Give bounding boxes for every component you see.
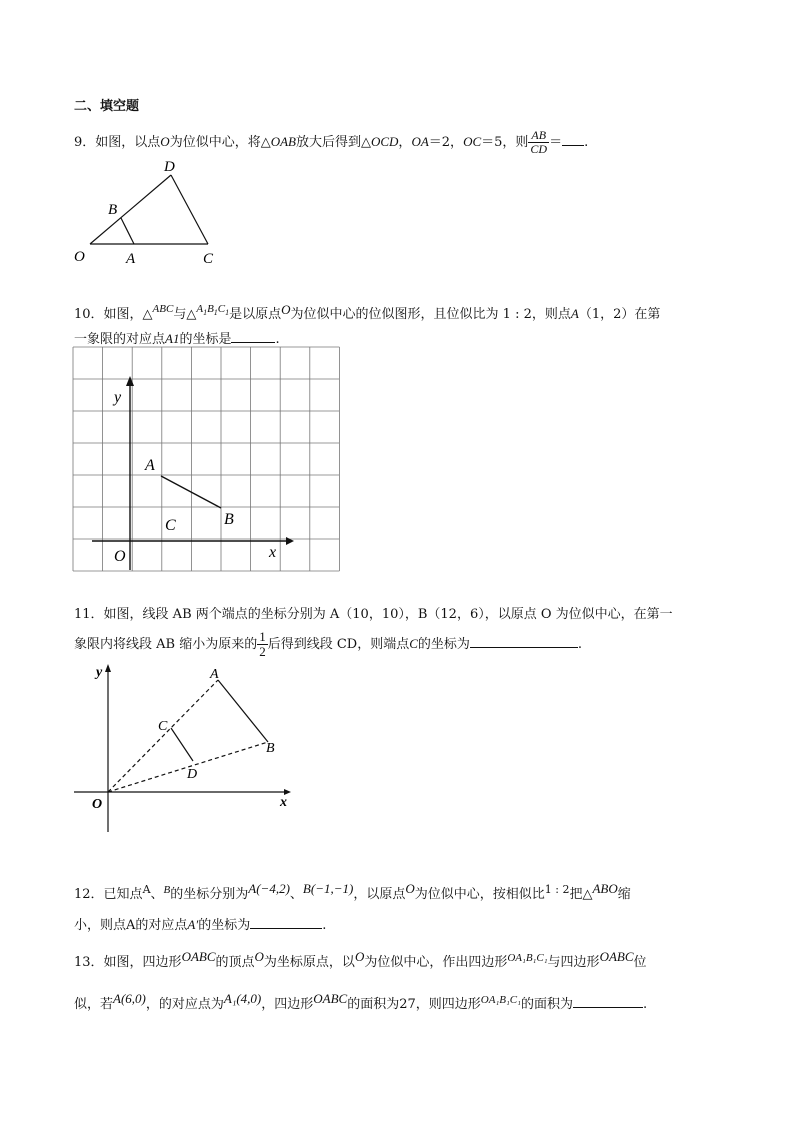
q11-seg-AB <box>218 680 268 742</box>
q12-line1 <box>74 880 631 904</box>
q9-text <box>74 129 588 156</box>
q10-answer-blank[interactable] <box>231 329 275 343</box>
q9-t7: ＝ <box>549 135 563 150</box>
q13-t2: 的顶点 <box>215 955 255 970</box>
q9-end: . <box>584 135 589 150</box>
q9-frac-den: CD <box>530 142 548 156</box>
q13-line1 <box>74 948 647 972</box>
q10-label-B: B <box>224 511 234 528</box>
q10-label-x: x <box>269 544 277 561</box>
q12-A-coord: A(−4,2) <box>248 881 290 896</box>
q13-OA1B1C1: OA₁B₁C₁ <box>507 952 548 964</box>
q13-answer-blank[interactable] <box>573 994 643 1008</box>
q9-OAB: OAB <box>270 134 296 149</box>
q12-A-prime: A′ <box>187 917 199 932</box>
q10-sub-a: 1 <box>203 308 208 318</box>
q11-C: C <box>409 636 418 651</box>
q13-end: . <box>643 997 648 1012</box>
q13-O: O <box>254 949 264 964</box>
q12-t6: 为位似中心，按相似比 <box>414 887 545 902</box>
q12-t2: 、 <box>150 887 164 902</box>
q9-OCD: OCD <box>370 134 399 149</box>
q10-C1-letter: C <box>217 303 226 315</box>
q13-A60: A(6,0) <box>113 991 146 1006</box>
q12-line2b: 的对应点 <box>135 918 188 933</box>
q11-label-x: x <box>280 795 287 810</box>
q11-answer-blank[interactable] <box>470 634 578 648</box>
q9-label-B: B <box>108 202 118 218</box>
q12-number: 12． <box>74 887 104 902</box>
q9-fraction <box>528 129 549 156</box>
q11-line1 <box>74 606 673 624</box>
q10-line1 <box>74 300 660 324</box>
q10-A1-letter: A <box>196 303 204 315</box>
q13-OA1B1C1-2: OA₁B₁C₁ <box>480 994 521 1006</box>
q10-t2: 与△ <box>173 307 197 322</box>
q10-t1: 如图，△ <box>103 307 153 322</box>
q12-B: B <box>163 884 171 896</box>
q10-A1B1C1 <box>196 303 230 318</box>
q10-t5: （1，2）在第 <box>578 307 661 322</box>
q11-line2a: 象限内将线段 AB 缩小为原来的 <box>74 637 258 652</box>
q9-label-C: C <box>203 251 214 267</box>
q9-seg-DC <box>171 175 208 244</box>
q12-end: . <box>322 918 327 933</box>
q10-x-arrow <box>286 537 294 545</box>
q11-label-C: C <box>158 719 168 734</box>
q13-line2b: ，的对应点为 <box>145 997 224 1012</box>
q11-line2b: 后得到线段 CD，则端点 <box>267 637 410 652</box>
q12-answer-blank[interactable] <box>250 915 322 929</box>
q13-line2 <box>74 990 647 1014</box>
q13-OABC3: OABC <box>313 991 348 1006</box>
q12-O: O <box>405 881 415 896</box>
q12-t3: 的坐标分别为 <box>170 887 249 902</box>
q10-ABC: ABC <box>152 303 174 315</box>
q11-label-D: D <box>187 767 198 782</box>
q11-fraction <box>257 630 268 659</box>
q9-label-A: A <box>126 251 136 267</box>
q9-t4: ， <box>398 135 412 150</box>
q10-A1: A1 <box>165 331 180 346</box>
q11-seg-CD <box>171 728 193 761</box>
q9-seg-BA <box>121 218 134 244</box>
q9-t3: 放大后得到△ <box>295 135 371 150</box>
q9-label-O: O <box>74 249 85 265</box>
q10-A: A <box>570 306 579 321</box>
q12-t4: 、 <box>289 887 303 902</box>
q9-frac-num: AB <box>528 129 549 143</box>
q11-figure <box>66 658 300 838</box>
q11-label-y: y <box>96 665 103 680</box>
q12-line2a: 小，则点 <box>74 918 127 933</box>
q12-t8: 缩 <box>617 887 631 902</box>
q10-sub-c: 1 <box>225 308 230 318</box>
q10-B1-letter: B <box>207 303 214 315</box>
q11-end: . <box>577 637 583 652</box>
q13-O2: O <box>354 949 365 964</box>
q9-t1: 如图，以点 <box>95 135 161 150</box>
q10-grid-figure <box>72 346 342 574</box>
q10-label-y: y <box>114 389 122 406</box>
q9-O: O <box>160 134 170 149</box>
q11-label-A: A <box>210 667 219 682</box>
q10-label-C: C <box>165 517 176 534</box>
q13-t1: 如图，四边形 <box>103 955 182 970</box>
q10-t4: 为位似中心的位似图形，且位似比为 1 : 2，则点 <box>290 307 571 322</box>
q10-grid-lines <box>73 347 339 571</box>
q9-t5: ＝2， <box>428 135 464 150</box>
q13-OABC2: OABC <box>599 949 634 964</box>
q13-OABC: OABC <box>181 949 216 964</box>
q12-line2c: 的坐标为 <box>198 918 251 933</box>
q9-figure <box>68 155 228 270</box>
q13-t6: 位 <box>633 955 647 970</box>
q13-t4: 为位似中心，作出四边形 <box>364 955 508 970</box>
q11-line2 <box>74 630 582 659</box>
q11-frac-num: 1 <box>259 629 266 644</box>
q12-A2: A <box>126 918 136 933</box>
q10-line2a: 一象限的对应点 <box>74 332 166 347</box>
q13-line2a: 似，若 <box>74 997 114 1012</box>
q9-t6: ＝5，则 <box>481 135 529 150</box>
q12-t1: 已知点 <box>103 887 143 902</box>
q11-line2c: 的坐标为 <box>417 637 470 652</box>
q9-seg-OD <box>90 175 171 244</box>
q11-frac-den: 2 <box>259 644 266 659</box>
q13-line2e: 的面积为 <box>520 997 573 1012</box>
q12-B-coord: B(−1,−1) <box>302 881 354 896</box>
q11-label-O: O <box>92 797 103 812</box>
q11-number: 11． <box>74 607 104 622</box>
q10-label-A: A <box>145 457 155 474</box>
q13-t3: 为坐标原点，以 <box>263 955 355 970</box>
q10-end: . <box>275 332 280 347</box>
q11-line1-text: 如图，线段 AB 两个端点的坐标分别为 A（10，10），B（12，6），以原点 O 为位似中心，在第一 <box>103 607 673 622</box>
q13-A140: A₁(4,0) <box>223 991 262 1006</box>
q12-A: A <box>142 883 151 896</box>
q12-line2 <box>74 915 326 935</box>
q12-ratio: 1 : 2 <box>544 883 570 896</box>
q9-OA: OA <box>411 134 429 149</box>
q12-ABO: ABO <box>592 881 618 896</box>
q9-label-D: D <box>164 159 175 175</box>
q10-y-arrow <box>126 376 134 386</box>
q10-t3: 是以原点 <box>229 307 282 322</box>
q12-t5: ，以原点 <box>353 887 406 902</box>
q10-sub-b: 1 <box>213 308 218 318</box>
q10-O: O <box>281 302 291 317</box>
q13-t5: 与四边形 <box>547 955 600 970</box>
q12-t7: 把△ <box>569 887 593 902</box>
q13-line2c: ，四边形 <box>261 997 314 1012</box>
q13-line2d: 的面积为27，则四边形 <box>347 997 481 1012</box>
q10-number: 10． <box>74 307 104 322</box>
q10-line2b: 的坐标是 <box>179 332 232 347</box>
q9-t2: 为位似中心，将△ <box>169 135 271 150</box>
q13-number: 13． <box>74 955 104 970</box>
section-title: 二、填空题 <box>74 99 140 114</box>
q11-label-B: B <box>266 741 275 756</box>
q9-OC: OC <box>463 134 482 149</box>
q10-label-O: O <box>114 548 126 565</box>
q9-answer-blank[interactable] <box>562 132 584 146</box>
q9-number: 9． <box>74 135 96 150</box>
q11-y-arrow <box>105 664 111 672</box>
